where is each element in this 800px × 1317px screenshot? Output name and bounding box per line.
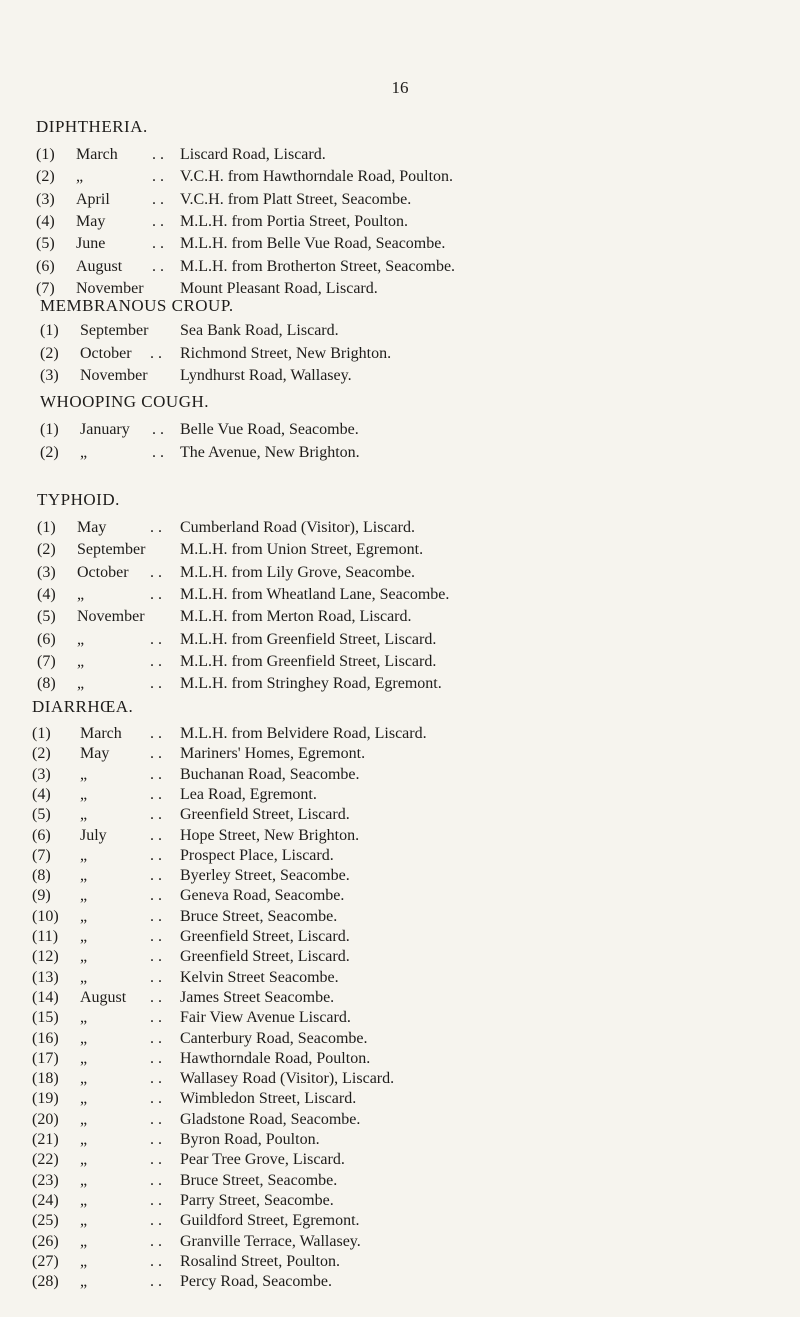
entry-row — [32, 1150, 800, 1170]
entry-location: Geneva Road, Seacombe. — [180, 887, 345, 905]
entry-number: (9) — [32, 887, 51, 905]
entry-leader-dots: . . — [150, 630, 162, 648]
entry-row — [36, 145, 800, 165]
entry-row — [32, 1272, 800, 1292]
entry-leader-dots: . . — [150, 1252, 162, 1270]
section-heading-diarrhoea: DIARRHŒA. — [32, 697, 134, 716]
entry-location: M.L.H. from Union Street, Egremont. — [180, 541, 424, 559]
entry-month: „ — [80, 1029, 88, 1047]
entry-month: August — [76, 257, 123, 275]
entry-row — [32, 1089, 800, 1109]
entry-row — [37, 630, 800, 650]
entry-location: Greenfield Street, Liscard. — [180, 928, 350, 945]
entry-number: (1) — [32, 725, 51, 742]
entry-month: January — [80, 421, 130, 438]
entry-month: March — [76, 146, 118, 163]
entry-month: May — [76, 212, 106, 230]
entry-row — [32, 744, 800, 764]
entry-month: „ — [77, 630, 85, 648]
entry-leader-dots: . . — [150, 725, 162, 742]
section-heading-typhoid: TYPHOID. — [37, 490, 120, 509]
entry-number: (4) — [36, 212, 55, 230]
entry-leader-dots: . . — [150, 1151, 162, 1169]
entry-month: „ — [80, 968, 88, 986]
entry-row — [32, 907, 800, 927]
entry-location: Richmond Street, New Brighton. — [180, 344, 392, 362]
entry-month: „ — [80, 887, 88, 905]
entry-row — [32, 785, 800, 805]
entry-month: „ — [80, 928, 88, 945]
entry-location: V.C.H. from Hawthorndale Road, Poulton. — [180, 168, 454, 186]
entry-location: Wallasey Road (Visitor), Liscard. — [180, 1070, 395, 1088]
entry-location: V.C.H. from Platt Street, Seacombe. — [180, 190, 412, 208]
entry-month: „ — [77, 652, 85, 670]
entry-location: Cumberland Road (Visitor), Liscard. — [180, 519, 415, 536]
entry-number: (25) — [32, 1212, 59, 1230]
entry-leader-dots: . . — [150, 1273, 162, 1291]
entry-number: (13) — [32, 968, 59, 986]
entry-location: Granville Terrace, Wallasey. — [180, 1232, 361, 1250]
entry-leader-dots: . . — [152, 421, 164, 438]
entry-location: Prospect Place, Liscard. — [180, 846, 334, 864]
entry-location: M.L.H. from Brotherton Street, Seacombe. — [180, 257, 456, 275]
entry-row — [32, 724, 800, 744]
entry-row — [36, 212, 800, 232]
entry-leader-dots: . . — [152, 257, 164, 275]
entry-month: „ — [80, 785, 88, 803]
entry-row — [32, 947, 800, 967]
entry-number: (12) — [32, 948, 59, 966]
entry-leader-dots: . . — [150, 968, 162, 986]
entry-number: (3) — [40, 367, 59, 384]
entry-location: Greenfield Street, Liscard. — [180, 806, 350, 824]
entry-month: June — [76, 235, 106, 253]
entry-leader-dots: . . — [152, 443, 164, 461]
entry-number: (3) — [37, 563, 56, 581]
entry-location: Canterbury Road, Seacombe. — [180, 1029, 368, 1047]
entry-location: Belle Vue Road, Seacombe. — [180, 421, 359, 438]
entry-row — [36, 190, 800, 210]
entry-row — [37, 607, 800, 627]
entry-row — [32, 1252, 800, 1272]
entry-location: M.L.H. from Lily Grove, Seacombe. — [180, 563, 416, 581]
entry-number: (1) — [37, 519, 56, 536]
entry-row — [32, 1191, 800, 1211]
entry-month: November — [80, 367, 148, 384]
entry-location: Guildford Street, Egremont. — [180, 1212, 360, 1230]
entry-row — [32, 1029, 800, 1049]
entry-location: Byron Road, Poulton. — [180, 1131, 320, 1148]
entry-leader-dots: . . — [150, 652, 162, 670]
entry-leader-dots: . . — [150, 344, 162, 362]
entry-location: Parry Street, Seacombe. — [180, 1191, 334, 1209]
entry-leader-dots: . . — [150, 1191, 162, 1209]
entry-number: (22) — [32, 1151, 59, 1169]
entry-location: Bruce Street, Seacombe. — [180, 1171, 338, 1189]
entry-leader-dots: . . — [150, 675, 162, 693]
entry-month: April — [76, 190, 110, 208]
entry-leader-dots: . . — [150, 867, 162, 885]
entry-location: Bruce Street, Seacombe. — [180, 907, 338, 925]
entry-location: M.L.H. from Stringhey Road, Egremont. — [180, 675, 442, 693]
entry-number: (6) — [32, 826, 51, 844]
entry-number: (2) — [40, 443, 59, 461]
entry-row — [36, 257, 800, 277]
entry-number: (15) — [32, 1009, 59, 1027]
entry-month: „ — [80, 1252, 88, 1270]
entry-row — [32, 988, 800, 1008]
entry-row — [37, 652, 800, 672]
entry-location: Buchanan Road, Seacombe. — [180, 765, 360, 783]
entry-leader-dots: . . — [150, 745, 162, 763]
entry-location: Greenfield Street, Liscard. — [180, 948, 350, 966]
entry-number: (3) — [32, 765, 51, 783]
entry-location: Mount Pleasant Road, Liscard. — [180, 279, 378, 297]
entry-row — [32, 866, 800, 886]
entry-number: (21) — [32, 1131, 59, 1148]
entry-number: (24) — [32, 1191, 59, 1209]
entry-month: „ — [80, 1110, 88, 1128]
entry-month: May — [77, 519, 107, 536]
entry-row — [32, 927, 800, 947]
entry-leader-dots: . . — [152, 190, 164, 208]
entry-number: (27) — [32, 1252, 59, 1270]
entry-location: Sea Bank Road, Liscard. — [180, 322, 339, 339]
entry-leader-dots: . . — [150, 785, 162, 803]
entry-month: October — [80, 344, 132, 362]
entry-location: M.L.H. from Portia Street, Poulton. — [180, 212, 408, 230]
entry-month: September — [77, 541, 146, 559]
entry-number: (18) — [32, 1070, 59, 1088]
entry-row — [32, 1171, 800, 1191]
entry-number: (2) — [40, 344, 59, 362]
entry-number: (14) — [32, 988, 59, 1006]
entry-number: (3) — [36, 190, 55, 208]
entry-leader-dots: . . — [150, 887, 162, 905]
entry-number: (2) — [36, 168, 55, 186]
entry-row — [32, 846, 800, 866]
entry-row — [32, 886, 800, 906]
entry-leader-dots: . . — [152, 235, 164, 253]
entry-month: „ — [80, 443, 88, 461]
entry-number: (7) — [32, 846, 51, 864]
entry-leader-dots: . . — [150, 1070, 162, 1088]
entry-month: „ — [80, 948, 88, 966]
entry-month: „ — [80, 907, 88, 925]
entry-row — [40, 321, 800, 341]
entry-month: „ — [80, 1171, 88, 1189]
entry-number: (23) — [32, 1171, 59, 1189]
entry-leader-dots: . . — [150, 1029, 162, 1047]
entry-row — [40, 420, 800, 440]
entry-month: March — [80, 725, 122, 742]
entry-number: (5) — [36, 235, 55, 253]
entry-row — [37, 540, 800, 560]
entry-location: M.L.H. from Wheatland Lane, Seacombe. — [180, 585, 450, 603]
entry-location: Gladstone Road, Seacombe. — [180, 1110, 361, 1128]
entry-leader-dots: . . — [150, 988, 162, 1006]
entry-location: Byerley Street, Seacombe. — [180, 867, 350, 885]
entry-month: „ — [77, 675, 85, 693]
entry-number: (11) — [32, 928, 59, 945]
entry-row — [40, 366, 800, 386]
entry-location: Hawthorndale Road, Poulton. — [180, 1049, 371, 1067]
entry-number: (4) — [32, 785, 51, 803]
entry-row — [36, 167, 800, 187]
section-heading-whooping-cough: WHOOPING COUGH. — [40, 392, 209, 411]
entry-month: „ — [80, 1273, 88, 1291]
entry-row — [32, 1232, 800, 1252]
entry-location: M.L.H. from Merton Road, Liscard. — [180, 608, 412, 626]
entry-location: Rosalind Street, Poulton. — [180, 1252, 340, 1270]
entry-month: „ — [80, 846, 88, 864]
entry-number: (6) — [37, 630, 56, 648]
entry-row — [32, 1049, 800, 1069]
entry-leader-dots: . . — [152, 168, 164, 186]
entry-location: The Avenue, New Brighton. — [180, 443, 360, 461]
entry-leader-dots: . . — [150, 765, 162, 783]
entry-row — [37, 674, 800, 694]
entry-month: „ — [80, 867, 88, 885]
entry-number: (26) — [32, 1232, 59, 1250]
entry-month: „ — [77, 585, 85, 603]
entry-row — [32, 1069, 800, 1089]
entry-leader-dots: . . — [150, 519, 162, 536]
section-heading-diphtheria: DIPHTHERIA. — [36, 117, 148, 136]
entry-location: M.L.H. from Belvidere Road, Liscard. — [180, 725, 427, 742]
entry-location: Percy Road, Seacombe. — [180, 1273, 332, 1291]
entry-leader-dots: . . — [150, 907, 162, 925]
entry-leader-dots: . . — [150, 1171, 162, 1189]
entry-leader-dots: . . — [150, 826, 162, 844]
entry-month: „ — [80, 1191, 88, 1209]
entry-row — [32, 968, 800, 988]
entry-row — [37, 563, 800, 583]
entry-number: (5) — [37, 608, 56, 626]
entry-leader-dots: . . — [150, 1110, 162, 1128]
entry-number: (2) — [37, 541, 56, 559]
entry-leader-dots: . . — [150, 1131, 162, 1148]
entry-month: September — [80, 322, 149, 339]
entry-row — [36, 234, 800, 254]
entry-row — [32, 1211, 800, 1231]
entry-leader-dots: . . — [150, 1090, 162, 1108]
entry-number: (1) — [36, 146, 55, 163]
entry-leader-dots: . . — [150, 948, 162, 966]
entry-row — [32, 826, 800, 846]
entry-month: „ — [80, 1212, 88, 1230]
entry-leader-dots: . . — [150, 1232, 162, 1250]
entry-number: (6) — [36, 257, 55, 275]
entry-number: (20) — [32, 1110, 59, 1128]
entry-month: „ — [80, 1009, 88, 1027]
entry-location: Hope Street, New Brighton. — [180, 826, 360, 844]
entry-row — [32, 1008, 800, 1028]
entry-location: M.L.H. from Greenfield Street, Liscard. — [180, 630, 437, 648]
entry-month: „ — [80, 1151, 88, 1169]
entry-number: (19) — [32, 1090, 59, 1108]
entry-month: „ — [80, 806, 88, 824]
entry-location: Lea Road, Egremont. — [180, 785, 317, 803]
entry-row — [40, 443, 800, 463]
entry-row — [37, 518, 800, 538]
entry-location: Kelvin Street Seacombe. — [180, 968, 339, 986]
entry-month: „ — [76, 168, 84, 186]
entry-leader-dots: . . — [150, 563, 162, 581]
entry-location: M.L.H. from Belle Vue Road, Seacombe. — [180, 235, 446, 253]
entry-month: November — [77, 608, 145, 626]
entry-month: „ — [80, 765, 88, 783]
entry-leader-dots: . . — [152, 146, 164, 163]
entry-row — [40, 344, 800, 364]
entry-month: August — [80, 988, 127, 1006]
entry-month: November — [76, 279, 144, 297]
entry-month: May — [80, 745, 110, 763]
entry-month: July — [80, 826, 107, 844]
entry-number: (7) — [37, 652, 56, 670]
entry-location: James Street Seacombe. — [180, 988, 335, 1006]
entry-location: M.L.H. from Greenfield Street, Liscard. — [180, 652, 437, 670]
entry-month: „ — [80, 1070, 88, 1088]
entry-row — [32, 765, 800, 785]
entry-month: „ — [80, 1131, 88, 1148]
entry-leader-dots: . . — [150, 928, 162, 945]
entry-number: (4) — [37, 585, 56, 603]
entry-number: (2) — [32, 745, 51, 763]
entry-location: Fair View Avenue Liscard. — [180, 1009, 351, 1027]
entry-number: (1) — [40, 421, 59, 438]
entry-row — [37, 585, 800, 605]
entry-location: Pear Tree Grove, Liscard. — [180, 1151, 345, 1169]
entry-number: (1) — [40, 322, 59, 339]
entry-month: October — [77, 563, 129, 581]
entry-number: (10) — [32, 907, 59, 925]
entry-leader-dots: . . — [152, 212, 164, 230]
entry-location: Mariners' Homes, Egremont. — [180, 745, 366, 763]
entry-leader-dots: . . — [150, 1212, 162, 1230]
entry-number: (17) — [32, 1049, 59, 1067]
entry-row — [32, 805, 800, 825]
entry-leader-dots: . . — [150, 806, 162, 824]
entry-location: Lyndhurst Road, Wallasey. — [180, 367, 352, 384]
entry-location: Liscard Road, Liscard. — [180, 146, 326, 163]
entry-month: „ — [80, 1232, 88, 1250]
entry-number: (5) — [32, 806, 51, 824]
entry-month: „ — [80, 1049, 88, 1067]
entry-location: Wimbledon Street, Liscard. — [180, 1090, 357, 1108]
entry-leader-dots: . . — [150, 1009, 162, 1027]
entry-number: (8) — [37, 675, 56, 693]
entry-leader-dots: . . — [150, 846, 162, 864]
page-number: 16 — [391, 78, 409, 97]
entry-row — [32, 1110, 800, 1130]
entry-leader-dots: . . — [150, 585, 162, 603]
entry-month: „ — [80, 1090, 88, 1108]
entry-number: (28) — [32, 1273, 59, 1291]
section-heading-membranous-croup: MEMBRANOUS CROUP. — [40, 296, 234, 315]
entry-number: (7) — [36, 279, 55, 297]
entry-number: (16) — [32, 1029, 59, 1047]
entry-row — [32, 1130, 800, 1150]
entry-number: (8) — [32, 867, 51, 885]
entry-leader-dots: . . — [150, 1049, 162, 1067]
